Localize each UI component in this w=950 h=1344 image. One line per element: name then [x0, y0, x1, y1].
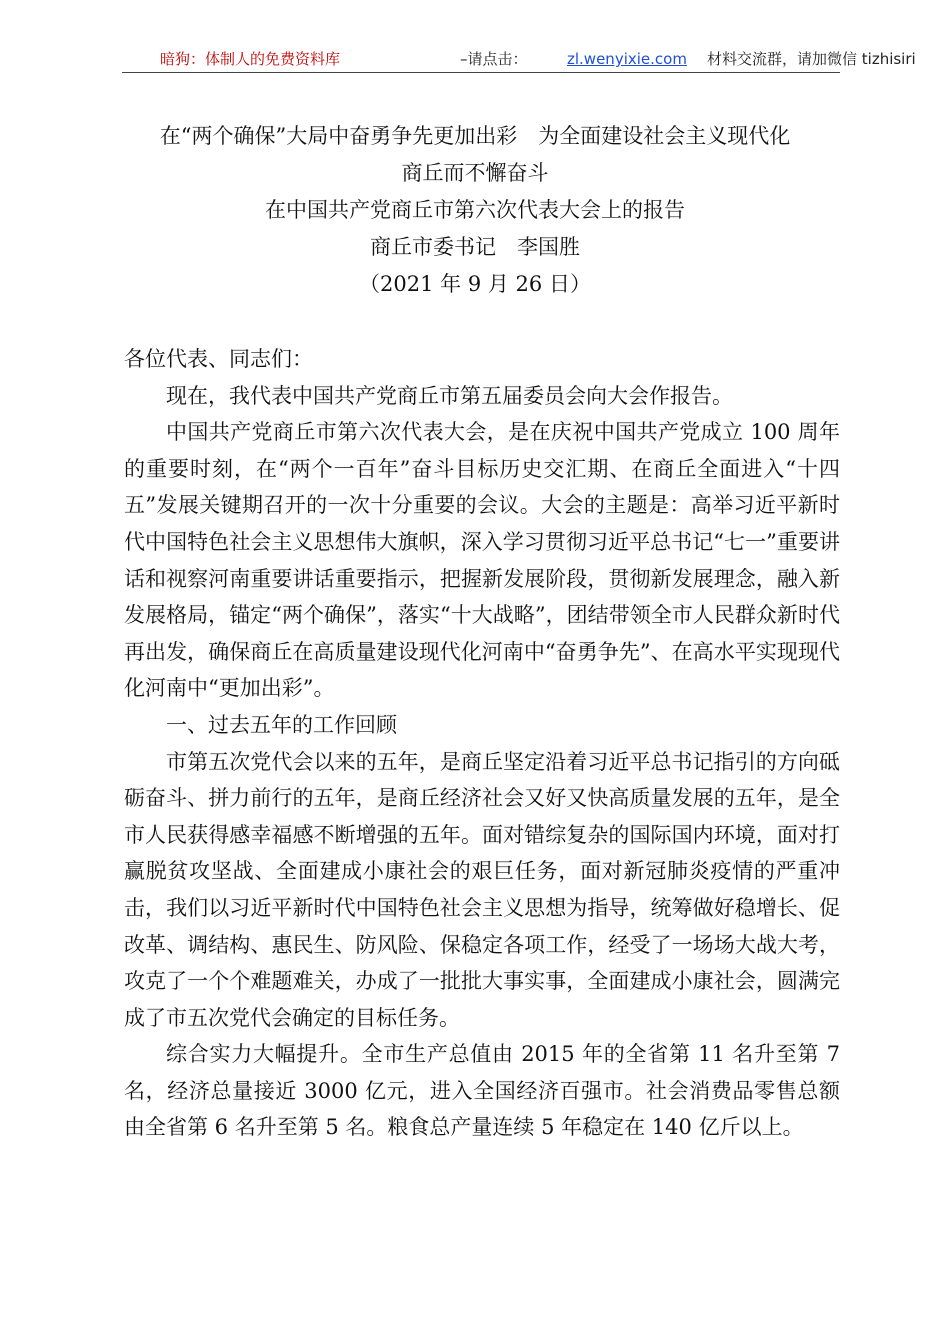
- date-line: （2021 年 9 月 26 日）: [359, 272, 591, 296]
- document-body: [124, 341, 840, 1146]
- title-line-3: 在中国共产党商丘市第六次代表大会上的报告: [265, 198, 685, 222]
- paragraph-3: 市第五次党代会以来的五年，是商丘坚定沿着习近平总书记指引的方向砥砺奋斗、拼力前行的五年，是商丘经济社会又好又快高质量发展的五年，是全市人民获得感幸福感不断增强的五年。面对错综复杂的国际国内环境，面对打赢脱贫攻坚战、全面建成小康社会的艰巨任务，面对新冠肺炎疫情的严重冲击，我们以习近平新时代中国特色社会主义思想为指导，统筹做好稳增长、促改革、调结构、惠民生、防风险、保稳定各项工作，经受了一场场大战大考，攻克了一个个难题难关，办成了一批批大事实事，全面建成小康社会，圆满完成了市五次党代会确定的目标任务。: [124, 749, 840, 1030]
- section-heading-1: 一、过去五年的工作回顾: [166, 712, 397, 737]
- paragraph-4: 综合实力大幅提升。全市生产总值由 2015 年的全省第 11 名升至第 7 名，经济总量接近 3000 亿元，进入全国经济百强市。社会消费品零售总额由全省第 6 名升至第 5 名。粮食总产量连续 5 年稳定在 140 亿斤以上。: [124, 1042, 840, 1140]
- author-line: 商丘市委书记 李国胜: [370, 235, 580, 259]
- header-link[interactable]: zl.wenyixie.com: [567, 50, 687, 68]
- header-group-info: 材料交流群，请加微信 tizhisiri: [707, 50, 916, 68]
- header-prompt: –请点击：: [460, 50, 528, 68]
- salutation: 各位代表、同志们：: [124, 347, 313, 371]
- page-header: [122, 46, 916, 73]
- header-brand: 暗狗：体制人的免费资料库: [160, 50, 341, 68]
- paragraph-2: 中国共产党商丘市第六次代表大会，是在庆祝中国共产党成立 100 周年的重要时刻，在“两个一百年”奋斗目标历史交汇期、在商丘全面进入“十四五”发展关键期召开的一次十分重要的会议。大会的主题是：高举习近平新时代中国特色社会主义思想伟大旗帜，深入学习贯彻习近平总书记“七一”重要讲话和视察河南重要讲话重要指示，把握新发展阶段，贯彻新发展理念，融入新发展格局，锚定“两个确保”，落实“十大战略”，团结带领全市人民群众新时代再出发，确保商丘在高质量建设现代化河南中“奋勇争先”、在高水平实现现代化河南中“更加出彩”。: [124, 420, 840, 701]
- document-title: [0, 118, 950, 303]
- title-line-1: 在“两个确保”大局中奋勇争先更加出彩 为全面建设社会主义现代化: [159, 124, 791, 148]
- paragraph-1: 现在，我代表中国共产党商丘市第五届委员会向大会作报告。: [166, 383, 733, 408]
- title-line-2: 商丘而不懈奋斗: [401, 161, 549, 185]
